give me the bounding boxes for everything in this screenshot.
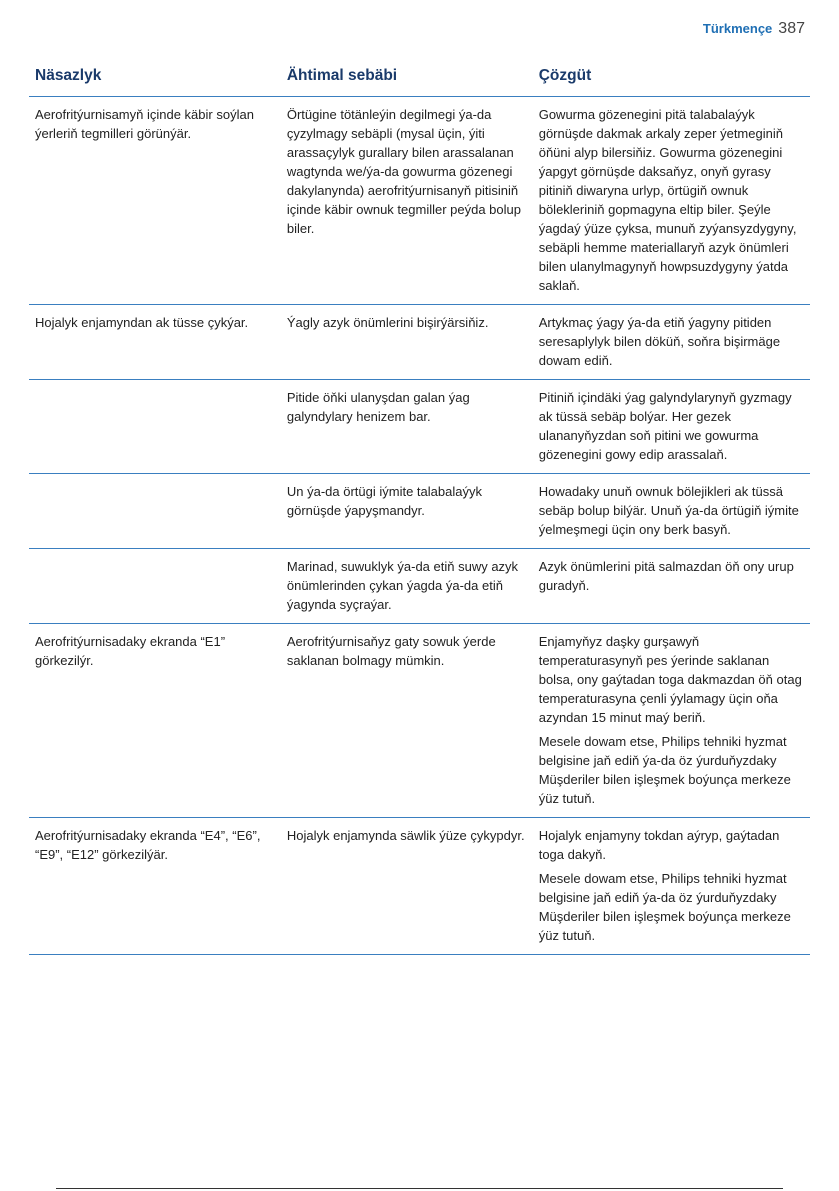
problem-cell: [29, 380, 281, 474]
page-number: 387: [778, 20, 805, 37]
table-row: [29, 549, 810, 624]
table-row: [29, 380, 810, 474]
solution-cell: [533, 549, 810, 624]
table-row: [29, 818, 810, 955]
solution-paragraph: Enjamyňyz daşky gurşawyň temperaturasynyň pes ýerinde saklanan bolsa, ony gaýtadan toga dakmazdan öň otag temperaturasyna çenli ýylamagy üçin oňa azyndan 15 minut maý beriň.: [538, 634, 802, 725]
page-header: [703, 20, 805, 38]
solution-cell: [533, 818, 810, 955]
column-header-solution: Çözgüt: [533, 62, 810, 97]
problem-cell: Hojalyk enjamyndan ak tüsse çykýar.: [29, 305, 281, 380]
solution-paragraph: Gowurma gözenegini pitä talabalaýyk görnüşde dakmak arkaly zeper ýetmeginiň öňüni alyp bilersiňiz. Gowurma gözenegini ýapgyt görnüşde daksaňyz, onyň gyrasy pitiniň diwaryna urlyp, örtügiň ownuk bölekleriniň gopmagyna eltip biler. Şeýle ýagdaý ýüze çyksa, munuň zyýansyzdygyny, sebäpli hemme materiallaryň azyk önümleri bilen ulanylmagynyň howpsuzdygyny ýatda saklaň.: [538, 107, 797, 293]
solution-paragraph: Hojalyk enjamyny tokdan aýryp, gaýtadan toga dakyň.: [538, 828, 780, 862]
table-row: [29, 624, 810, 818]
section-language-label: Türkmençe: [702, 21, 773, 36]
solution-paragraph: Howadaky unuň ownuk bölejikleri ak tüssä sebäp bolup bilýär. Unuň ýa-da örtügiň iýmite ýelmeşmegi üçin ony berk basyň.: [538, 484, 799, 537]
solution-paragraph: Mesele dowam etse, Philips tehniki hyzmat belgisine jaň ediň ýa-da öz ýurduňyzdaky Müşderiler bilen işleşmek boýunça merkeze ýüz tutuň.: [538, 734, 791, 806]
solution-cell: [533, 97, 810, 305]
footer-divider: [56, 1188, 783, 1189]
column-header-problem: Näsazlyk: [29, 62, 281, 97]
table-row: [29, 305, 810, 380]
troubleshooting-table: [29, 62, 810, 955]
problem-cell: [29, 549, 281, 624]
cause-cell: Örtügine tötänleýin degilmegi ýa-da çyzylmagy sebäpli (mysal üçin, ýiti arassaçylyk gurallary bilen arassalanan wagtynda we/ýa-da gowurma gözenegi dakylanynda) aerofritýurnisanyň pitisiniň içinde käbir ownuk tegmiller peýda bolup biler.: [281, 97, 533, 305]
solution-cell: [533, 624, 810, 818]
cause-cell: Pitide öňki ulanyşdan galan ýag galyndylary henizem bar.: [281, 380, 533, 474]
problem-cell: [29, 474, 281, 549]
problem-cell: Aerofritýurnisamyň içinde käbir soýlan ýerleriň tegmilleri görünýär.: [29, 97, 281, 305]
column-header-cause: Ähtimal sebäbi: [281, 62, 533, 97]
table-row: [29, 474, 810, 549]
cause-cell: Ýagly azyk önümlerini bişirýärsiňiz.: [281, 305, 533, 380]
solution-cell: [533, 305, 810, 380]
table-row: [29, 97, 810, 305]
solution-paragraph: Azyk önümlerini pitä salmazdan öň ony urup guradyň.: [538, 559, 794, 593]
problem-cell: Aerofritýurnisadaky ekranda “E1” görkezilýr.: [29, 624, 281, 818]
solution-paragraph: Pitiniň içindäki ýag galyndylarynyň gyzmagy ak tüssä sebäp bolýar. Her gezek ulananyňyzdan soň pitini we gowurma gözenegini gowy edip arassalaň.: [538, 390, 792, 462]
solution-cell: [533, 474, 810, 549]
problem-cell: Aerofritýurnisadaky ekranda “E4”, “E6”, “E9”, “E12” görkezilýär.: [29, 818, 281, 955]
solution-paragraph: Mesele dowam etse, Philips tehniki hyzmat belgisine jaň ediň ýa-da öz ýurduňyzdaky Müşderiler bilen işleşmek boýunça merkeze ýüz tutuň.: [538, 871, 791, 943]
solution-paragraph: Artykmaç ýagy ýa-da etiň ýagyny pitiden seresaplylyk bilen döküň, soňra bişirmäge dowam ediň.: [538, 315, 781, 368]
table-header-row: [29, 62, 810, 97]
cause-cell: Aerofritýurnisaňyz gaty sowuk ýerde saklanan bolmagy mümkin.: [281, 624, 533, 818]
cause-cell: Hojalyk enjamynda säwlik ýüze çykypdyr.: [281, 818, 533, 955]
cause-cell: Marinad, suwuklyk ýa-da etiň suwy azyk önümlerinden çykan ýagda ýa-da etiň ýagynda syçraýar.: [281, 549, 533, 624]
solution-cell: [533, 380, 810, 474]
cause-cell: Un ýa-da örtügi iýmite talabalaýyk görnüşde ýapyşmandyr.: [281, 474, 533, 549]
table-body: [29, 97, 810, 955]
